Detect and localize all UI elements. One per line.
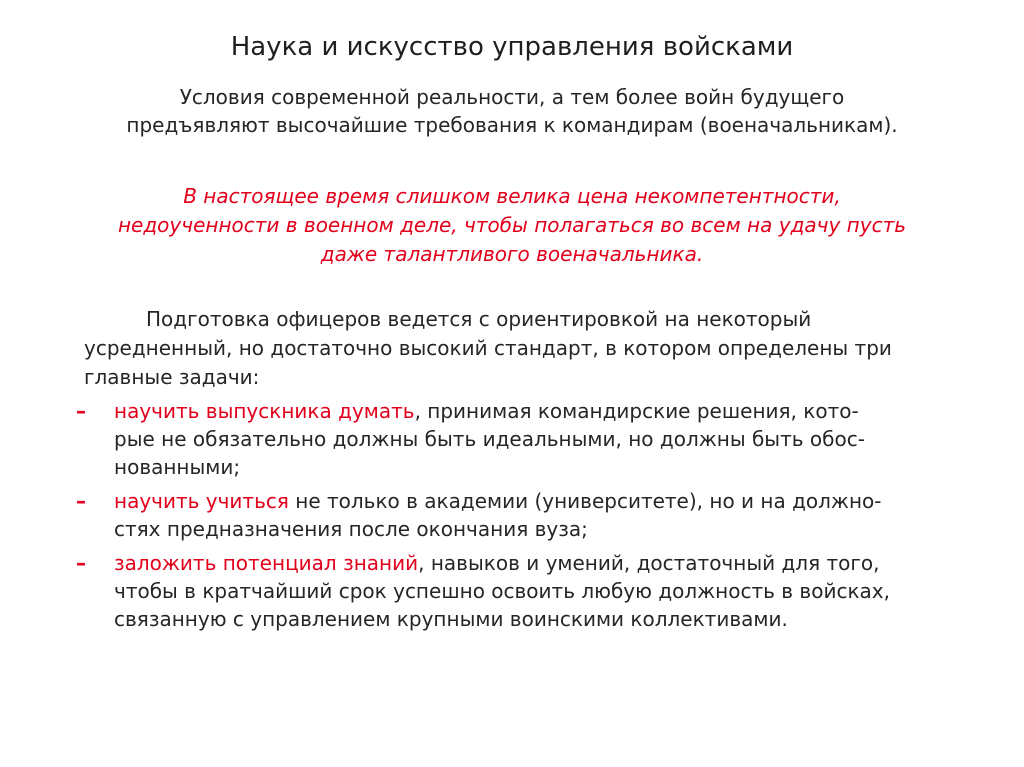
training-line: главные задачи: (84, 365, 260, 389)
tasks-list (74, 397, 1004, 639)
dash-bullet-icon: – (76, 489, 86, 513)
task-line: стях предназначения после окончания вуза; (114, 517, 588, 541)
dash-bullet-icon: – (76, 551, 86, 575)
task-first-line (114, 397, 1004, 425)
task-line: нованными; (114, 455, 241, 479)
training-paragraph (84, 305, 984, 392)
task-highlight: научить выпускника думать (114, 399, 415, 423)
training-line: Подготовка офицеров ведется с ориентировкой на некоторый (146, 307, 812, 331)
list-item (74, 397, 1004, 481)
task-highlight: научить учиться (114, 489, 289, 513)
intro-paragraph (40, 83, 984, 139)
task-first-rest: , навыков и умений, достаточный для того, (418, 551, 880, 575)
list-item (74, 487, 1004, 543)
emphasis-line: недоученности в военном деле, чтобы полагаться во всем на удачу пусть (117, 213, 907, 237)
list-item (74, 549, 1004, 633)
intro-line: предъявляют высочайшие требования к командирам (военачальникам). (126, 113, 898, 137)
task-line: чтобы в кратчайший срок успешно освоить любую должность в войсках, (114, 579, 890, 603)
task-highlight: заложить потенциал знаний (114, 551, 419, 575)
dash-bullet-icon: – (76, 399, 86, 423)
task-first-line (114, 487, 1004, 515)
emphasis-line: даже талантливого военачальника. (320, 242, 704, 266)
intro-line: Условия современной реальности, а тем более войн будущего (179, 85, 845, 109)
task-first-rest: не только в академии (университете), но и на должно- (288, 489, 882, 513)
task-line: связанную с управлением крупными воинскими коллективами. (114, 607, 788, 631)
emphasis-line: В настоящее время слишком велика цена некомпетентности, (183, 184, 841, 208)
task-first-line (114, 549, 1004, 577)
slide-title: Наука и искусство управления войсками (230, 32, 794, 62)
emphasis-paragraph (20, 182, 1004, 269)
task-line: рые не обязательно должны быть идеальными, но должны быть обос- (114, 427, 865, 451)
training-line: усредненный, но достаточно высокий стандарт, в котором определены три (84, 336, 892, 360)
task-first-rest: , принимая командирские решения, кото- (414, 399, 859, 423)
